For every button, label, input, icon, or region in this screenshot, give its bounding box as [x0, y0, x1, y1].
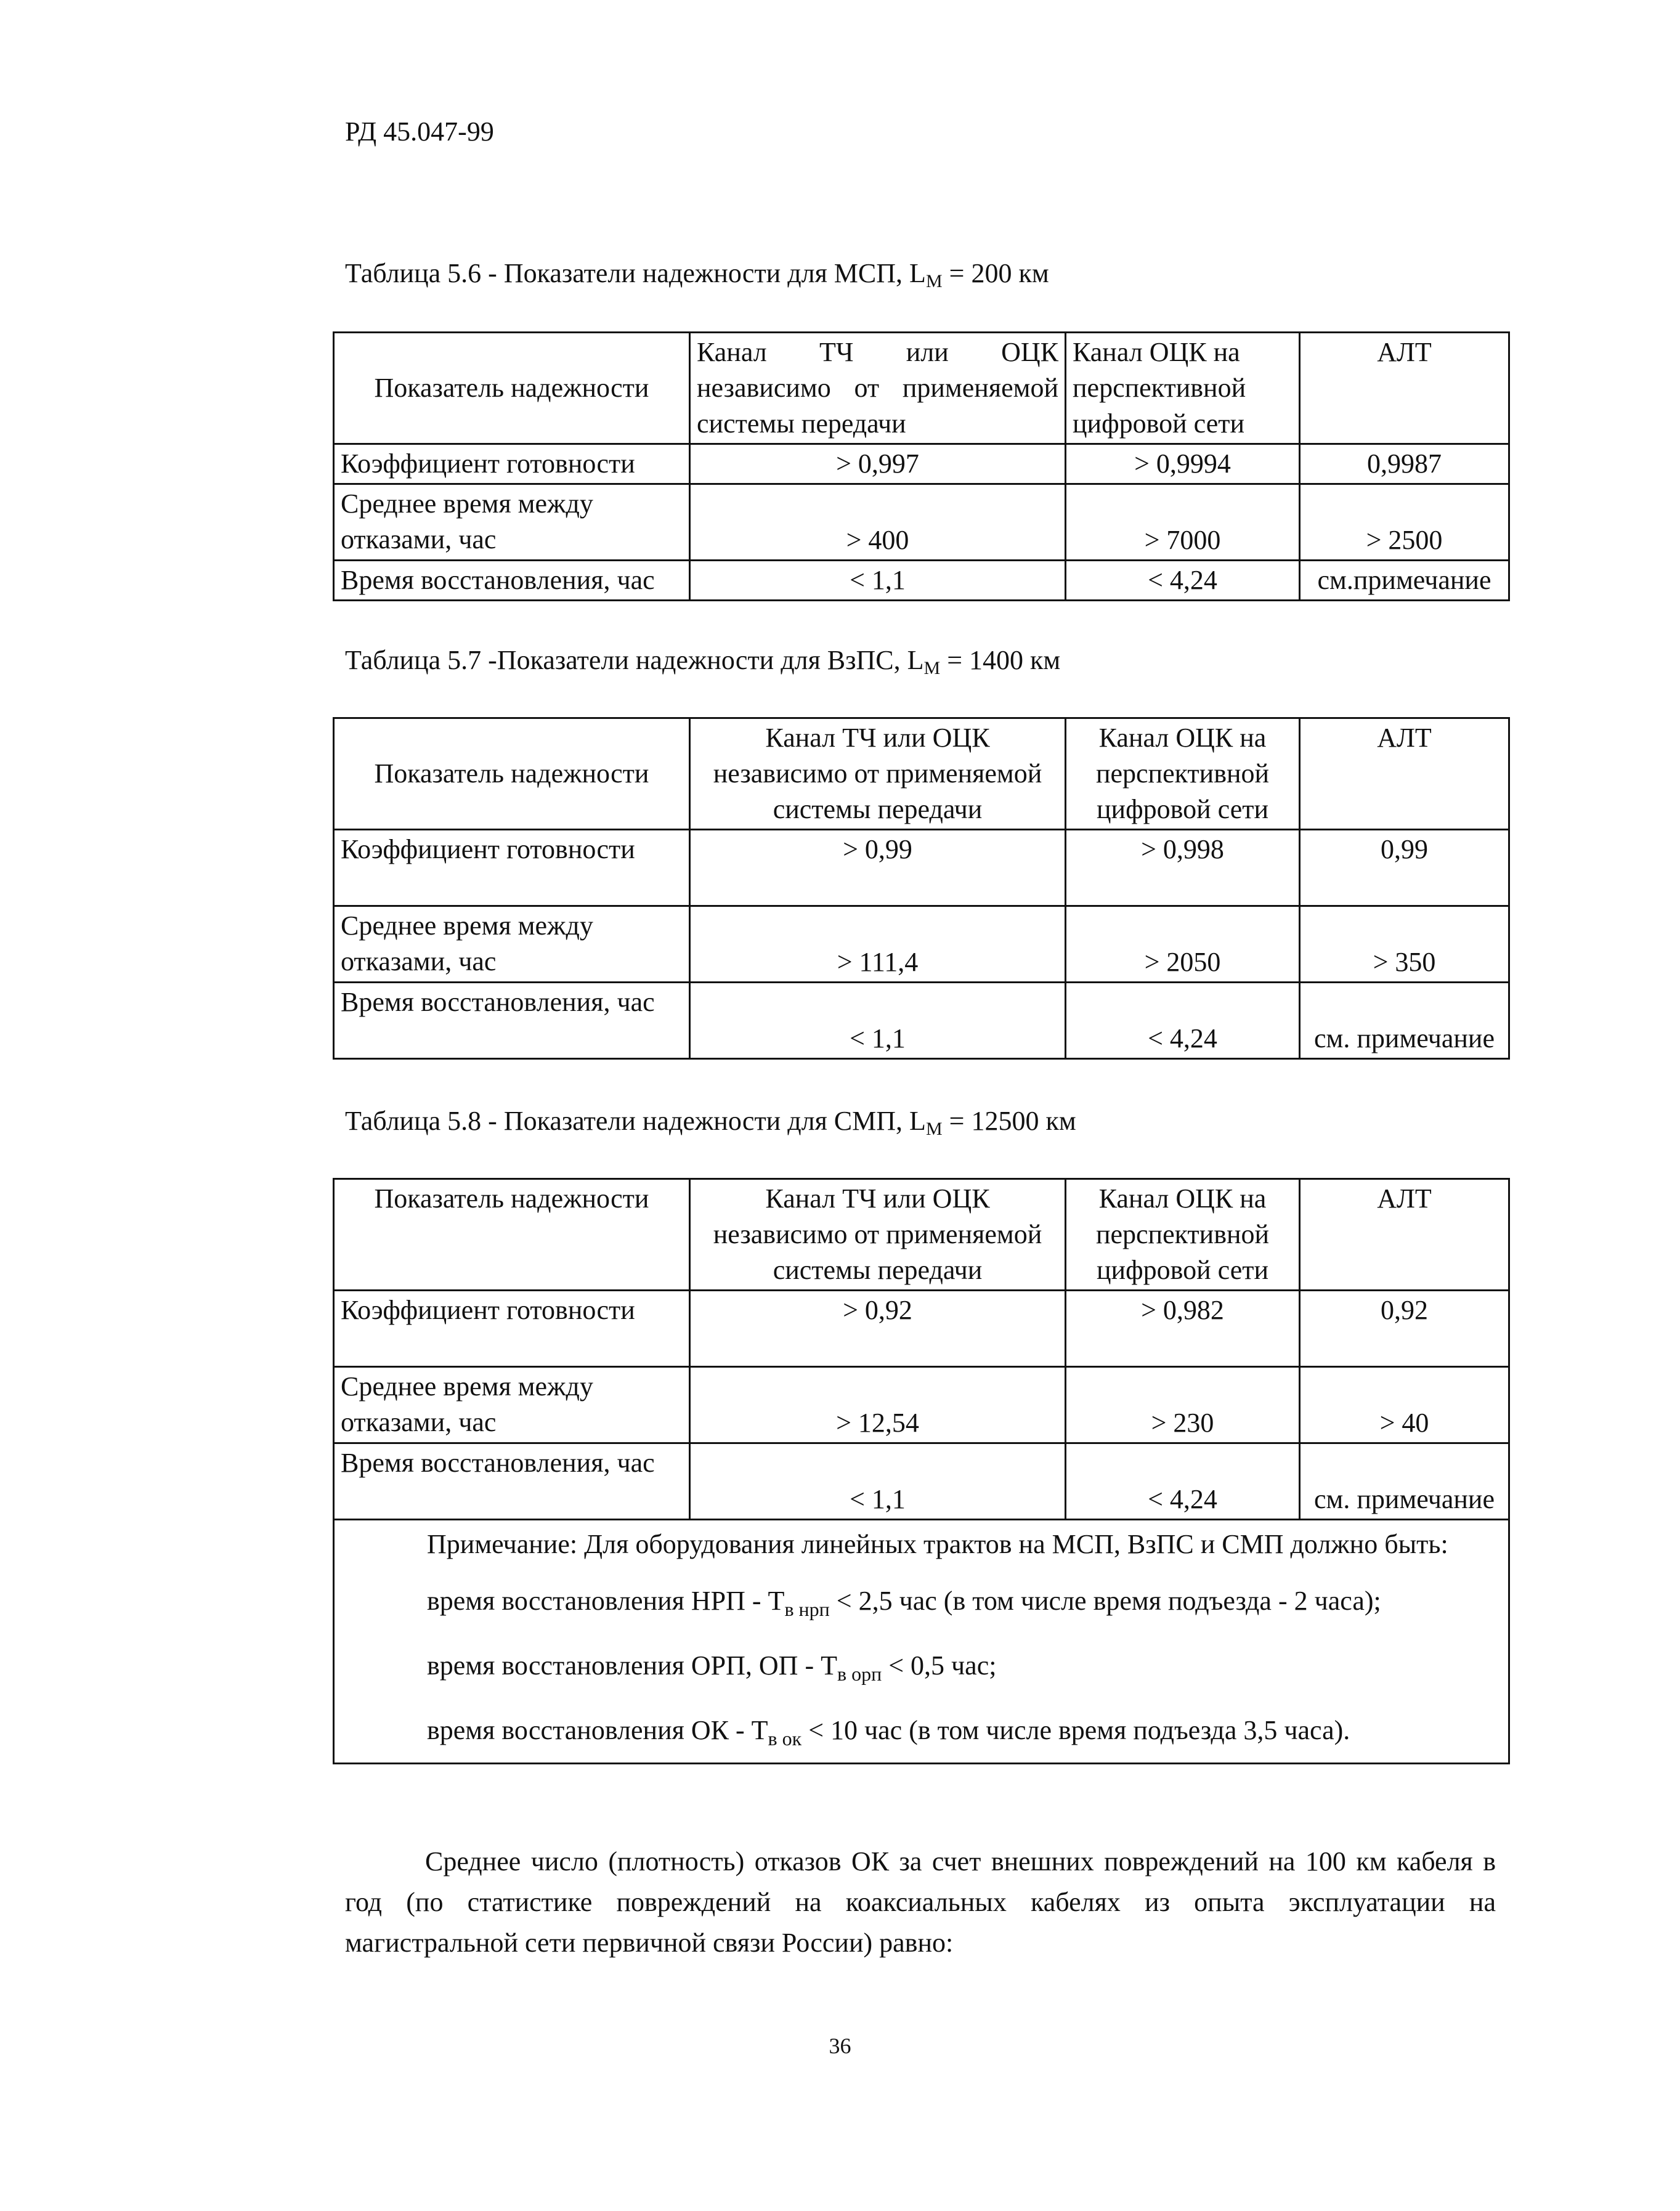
- table-row: [334, 444, 1509, 484]
- note-label: время восстановления НРП -: [427, 1586, 768, 1616]
- table-cell: > 40: [1300, 1367, 1509, 1443]
- caption-value: = 12500 км: [942, 1106, 1076, 1136]
- row-label: Коэффициент готовности: [334, 1291, 690, 1367]
- note-item: [347, 1647, 1496, 1693]
- note-symbol: Т: [751, 1715, 768, 1745]
- header-cell: Канал ОЦК на перспективной цифровой сети: [1066, 718, 1300, 830]
- table-cell: < 4,24: [1066, 983, 1300, 1059]
- table-5-7-caption: [345, 644, 1060, 679]
- table-row: [334, 983, 1509, 1059]
- note-subscript: в ок: [768, 1727, 802, 1750]
- caption-text: Таблица 5.8 - Показатели надежности для СМП, L: [345, 1106, 926, 1136]
- table-row: [334, 830, 1509, 906]
- table-5-8-caption: [345, 1105, 1076, 1140]
- table-cell: > 0,997: [690, 444, 1066, 484]
- caption-subscript: М: [925, 271, 943, 291]
- body-paragraph: Среднее число (плотность) отказов ОК за счет внешних повреждений на 100 км кабеля в год (по статистике повреждений на коаксиальных кабелях из опыта эксплуатации на магистральной сети первичной связи России) равно:: [345, 1846, 1496, 1958]
- table-cell: > 12,54: [690, 1367, 1066, 1443]
- header-cell: Показатель надежности: [334, 718, 690, 830]
- table-row: [334, 1443, 1509, 1520]
- table-cell: см. примечание: [1300, 1443, 1509, 1520]
- table-cell: < 1,1: [690, 561, 1066, 601]
- table-cell: > 0,92: [690, 1291, 1066, 1367]
- header-cell: Канал ТЧ или ОЦК независимо от применяемой системы передачи: [690, 718, 1066, 830]
- note-item: [347, 1711, 1496, 1758]
- table-cell: > 400: [690, 484, 1066, 561]
- note-symbol: Т: [768, 1586, 785, 1616]
- header-cell: Показатель надежности: [334, 1179, 690, 1291]
- header-cell: Канал ОЦК на перспективной цифровой сети: [1066, 1179, 1300, 1291]
- table-5-8: [333, 1178, 1510, 1764]
- note-text: < 2,5 час (в том числе время подъезда - 2 часа);: [829, 1586, 1381, 1616]
- table-cell: > 350: [1300, 906, 1509, 983]
- row-label: Время восстановления, час: [334, 561, 690, 601]
- table-cell: < 1,1: [690, 983, 1066, 1059]
- table-cell: 0,99: [1300, 830, 1509, 906]
- table-row: [334, 1367, 1509, 1443]
- row-label: Среднее время между отказами, час: [334, 484, 690, 561]
- note-symbol: Т: [821, 1650, 837, 1681]
- table-header-row: [334, 1179, 1509, 1291]
- table-cell: < 4,24: [1066, 1443, 1300, 1520]
- table-cell: > 0,982: [1066, 1291, 1300, 1367]
- table-header-row: [334, 333, 1509, 444]
- table-row: [334, 484, 1509, 561]
- table-cell: > 111,4: [690, 906, 1066, 983]
- row-label: Коэффициент готовности: [334, 444, 690, 484]
- document-code: РД 45.047-99: [345, 116, 494, 147]
- caption-value: = 200 км: [942, 258, 1049, 288]
- note-subscript: в нрп: [784, 1598, 830, 1620]
- table-5-6: [333, 331, 1510, 601]
- table-5-7: [333, 717, 1510, 1060]
- header-cell: АЛТ: [1300, 333, 1509, 444]
- header-cell: Канал ТЧ или ОЦК независимо от применяемой системы передачи: [690, 1179, 1066, 1291]
- caption-subscript: М: [925, 1119, 943, 1139]
- table-cell: > 7000: [1066, 484, 1300, 561]
- table-row: [334, 561, 1509, 601]
- header-cell: Канал ТЧ или ОЦК независимо от применяемой системы передачи: [690, 333, 1066, 444]
- table-header-row: [334, 718, 1509, 830]
- row-label: Среднее время между отказами, час: [334, 1367, 690, 1443]
- table-cell: > 230: [1066, 1367, 1300, 1443]
- table-cell: > 2500: [1300, 484, 1509, 561]
- note-text: < 0,5 час;: [882, 1650, 997, 1681]
- table-cell: < 1,1: [690, 1443, 1066, 1520]
- note-subscript: в орп: [837, 1663, 882, 1685]
- header-cell: Канал ОЦК на перспективной цифровой сети: [1066, 333, 1300, 444]
- note-label: время восстановления ОК -: [427, 1715, 752, 1745]
- table-cell: 0,92: [1300, 1291, 1509, 1367]
- table-cell: см.примечание: [1300, 561, 1509, 601]
- caption-subscript: М: [923, 658, 941, 678]
- table-5-6-caption: [345, 258, 1049, 292]
- caption-text: Таблица 5.7 -Показатели надежности для ВзПС, L: [345, 645, 924, 675]
- table-row: [334, 1291, 1509, 1367]
- note-row: [334, 1520, 1509, 1764]
- header-cell: АЛТ: [1300, 718, 1509, 830]
- table-row: [334, 906, 1509, 983]
- table-cell: > 0,998: [1066, 830, 1300, 906]
- note-cell: [334, 1520, 1509, 1764]
- table-cell: см. примечание: [1300, 983, 1509, 1059]
- table-cell: < 4,24: [1066, 561, 1300, 601]
- caption-value: = 1400 км: [940, 645, 1061, 675]
- note-intro: Примечание: Для оборудования линейных трактов на МСП, ВзПС и СМП должно быть:: [427, 1529, 1448, 1559]
- row-label: Время восстановления, час: [334, 983, 690, 1059]
- row-label: Среднее время между отказами, час: [334, 906, 690, 983]
- table-cell: > 2050: [1066, 906, 1300, 983]
- header-cell: Показатель надежности: [334, 333, 690, 444]
- table-cell: > 0,9994: [1066, 444, 1300, 484]
- row-label: Время восстановления, час: [334, 1443, 690, 1520]
- table-cell: > 0,99: [690, 830, 1066, 906]
- note-label: время восстановления ОРП, ОП -: [427, 1650, 821, 1681]
- caption-text: Таблица 5.6 - Показатели надежности для МСП, L: [345, 258, 926, 288]
- page-number: 36: [829, 2034, 851, 2058]
- note-item: [347, 1582, 1496, 1628]
- row-label: Коэффициент готовности: [334, 830, 690, 906]
- note-text: < 10 час (в том числе время подъезда 3,5 часа).: [801, 1715, 1350, 1745]
- header-cell: АЛТ: [1300, 1179, 1509, 1291]
- table-cell: 0,9987: [1300, 444, 1509, 484]
